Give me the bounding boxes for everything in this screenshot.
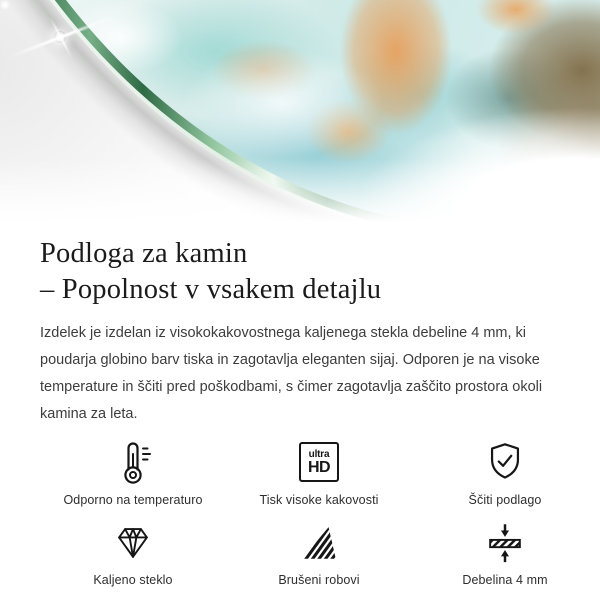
image-fade-overlay xyxy=(0,0,600,234)
feature-label: Kaljeno steklo xyxy=(93,573,173,587)
ultra-hd-badge-bottom: HD xyxy=(307,458,331,476)
product-image xyxy=(0,0,600,234)
thermometer-icon xyxy=(109,437,157,487)
feature-label: Brušeni robovi xyxy=(278,573,360,587)
feature-protects-base xyxy=(412,437,598,507)
feature-temperature-resistance xyxy=(40,437,226,507)
feature-label: Tisk visoke kakovosti xyxy=(259,493,379,507)
feature-label: Ščiti podlago xyxy=(468,493,542,507)
sparkle-small-icon xyxy=(0,0,10,10)
beveled-edges-icon xyxy=(296,517,342,567)
thickness-press-icon xyxy=(482,517,528,567)
feature-print-quality xyxy=(226,437,412,507)
page-title xyxy=(40,236,560,308)
features-grid xyxy=(40,437,600,587)
feature-thickness xyxy=(412,517,598,587)
ultra-hd-icon xyxy=(299,437,339,487)
diamond-icon xyxy=(110,517,156,567)
feature-label: Debelina 4 mm xyxy=(462,573,548,587)
feature-tempered-glass xyxy=(40,517,226,587)
shield-check-icon xyxy=(482,437,528,487)
product-details-section xyxy=(0,236,600,587)
feature-polished-edges xyxy=(226,517,412,587)
feature-label: Odporno na temperaturo xyxy=(63,493,203,507)
ultra-hd-badge-top: ultra xyxy=(308,448,330,460)
product-description: Izdelek je izdelan iz visokokakovostnega kaljenega stekla debeline 4 mm, ki poudarja globino barv tiska in zagotavlja eleganten sijaj. Odporen je na visoke temperature in ščiti pred poškodbami, s čimer zagotavlja zaščito prostora okoli kamina za leta. xyxy=(40,325,543,422)
title-line-2: – Popolnost v vsakem detajlu xyxy=(40,274,382,305)
title-line-1: Podloga za kamin xyxy=(40,238,248,269)
